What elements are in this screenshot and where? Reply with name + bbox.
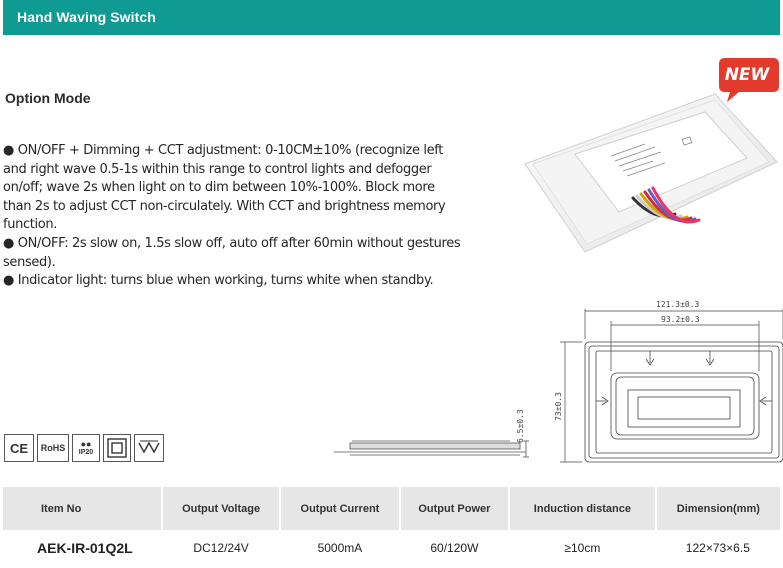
droplets-icon: ●● xyxy=(80,439,92,449)
table-cell: 60/120W xyxy=(430,541,479,555)
header-bar xyxy=(3,0,780,35)
side-view xyxy=(334,441,529,457)
ip-rating-label: IP20 xyxy=(78,449,94,456)
height-label: 73±0.3 xyxy=(554,392,563,421)
column-header: Induction distance xyxy=(509,487,656,530)
outer-width-label: 121.3±0.3 xyxy=(656,300,700,309)
table-cell: 122×73×6.5 xyxy=(685,541,750,555)
furniture-mark-icon xyxy=(134,434,164,462)
thickness-label: 6.5±0.3 xyxy=(516,409,525,443)
table-row xyxy=(3,530,780,566)
front-view xyxy=(585,342,783,462)
spec-table xyxy=(3,487,780,566)
description-line: ● ON/OFF + Dimming + CCT adjustment: 0-10CM±10% (recognize left and right wave 0.5-1s within this range to control lights and defogger on/off; wave 2s when light on to dim between 10%-100%. Block more than 2s to adjust CCT non-circulately. With CCT and brightness memory function. xyxy=(3,143,446,233)
section-title: Option Mode xyxy=(5,90,91,106)
column-header: Output Power xyxy=(400,487,509,530)
product-image xyxy=(515,92,783,262)
class-ii-icon xyxy=(103,434,131,462)
column-header: Item No xyxy=(3,487,162,530)
table-cell: ≥10cm xyxy=(564,541,601,555)
table-cell: AEK-IR-01Q2L xyxy=(37,540,133,556)
description-line: ● ON/OFF: 2s slow on, 1.5s slow off, auto off after 60min without gestures sensed). xyxy=(3,235,461,270)
table-header-row xyxy=(3,487,780,530)
ip20-mark-icon xyxy=(72,434,100,462)
new-badge-label: NEW xyxy=(724,65,770,85)
dimension-drawing xyxy=(330,295,783,475)
inner-width-label: 93.2±0.3 xyxy=(661,315,700,324)
column-header: Output Voltage xyxy=(162,487,280,530)
certification-icons xyxy=(4,434,164,462)
table-cell: DC12/24V xyxy=(193,541,249,555)
column-header: Dimension(mm) xyxy=(656,487,780,530)
column-header: Output Current xyxy=(280,487,399,530)
page-title: Hand Waving Switch xyxy=(17,9,156,25)
description-line: ● Indicator light: turns blue when working, turns white when standby. xyxy=(3,273,434,289)
ce-mark-icon: CE xyxy=(4,434,34,462)
rohs-mark-icon: RoHS xyxy=(37,434,69,462)
description xyxy=(3,142,465,291)
table-cell: 5000mA xyxy=(317,541,363,555)
